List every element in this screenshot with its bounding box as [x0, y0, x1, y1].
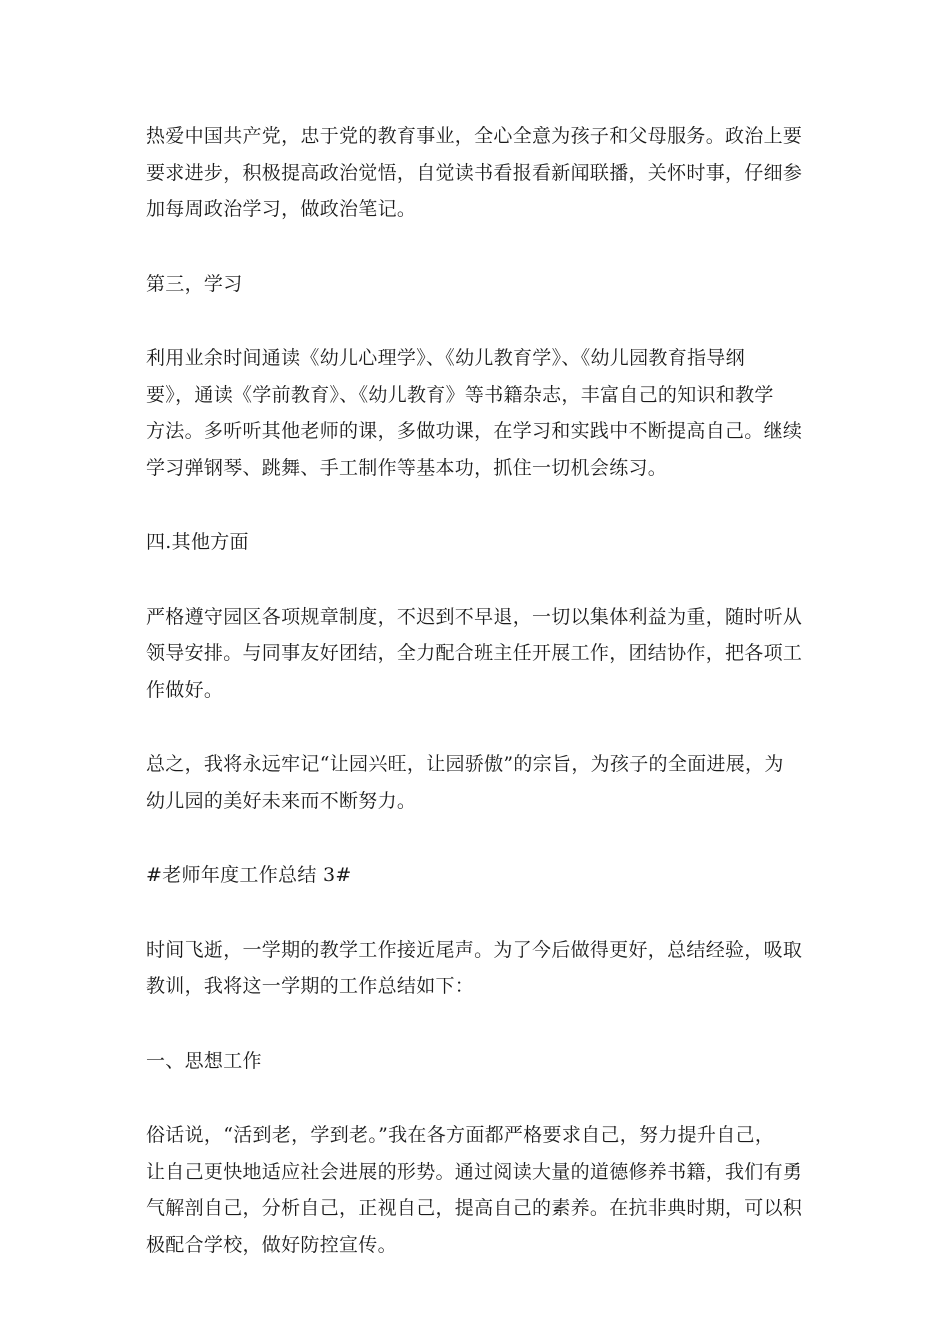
section-heading-other	[146, 524, 806, 561]
heading-text: 四.其他方面	[146, 531, 249, 553]
text-line: 严格遵守园区各项规章制度，不迟到不早退，一切以集体利益为重，随时听从	[146, 605, 803, 628]
text-line: 教训，我将这一学期的工作总结如下：	[146, 975, 475, 997]
heading-text: #老师年度工作总结 3#	[146, 864, 352, 886]
text-line: 要》，通读《学前教育》、《幼儿教育》等书籍杂志，丰富自己的知识和教学	[146, 383, 774, 406]
paragraph-political	[146, 118, 806, 228]
section-heading-summary-3	[146, 857, 806, 894]
text-line: 学习弹钢琴、跳舞、手工制作等基本功，抓住一切机会练习。	[146, 456, 668, 479]
paragraph-rules	[146, 599, 806, 709]
text-line: 热爱中国共产党，忠于党的教育事业，全心全意为孩子和父母服务。政治上要	[146, 125, 803, 147]
text-line: 极配合学校，做好防控宣传。	[146, 1233, 397, 1256]
text-line: 俗话说，“活到老，学到老。”我在各方面都严格要求自己，努力提升自己，	[146, 1124, 775, 1146]
paragraph-study	[146, 340, 806, 486]
section-heading-thought	[146, 1043, 806, 1080]
text-line: 让自己更快地适应社会进展的形势。通过阅读大量的道德修养书籍，我们有勇	[146, 1160, 803, 1183]
text-line: 要求进步，积极提高政治觉悟，自觉读书看报看新闻联播，关怀时事，仔细参	[146, 161, 803, 184]
text-line: 利用业余时间通读《幼儿心理学》、《幼儿教育学》、《幼儿园教育指导纲	[146, 347, 745, 369]
text-line: 加每周政治学习，做政治笔记。	[146, 198, 417, 220]
paragraph-thought	[146, 1117, 806, 1263]
paragraph-conclusion	[146, 746, 806, 819]
text-line: 领导安排。与同事友好团结，全力配合班主任开展工作，团结协作，把各项工	[146, 642, 803, 664]
text-line: 总之，我将永远牢记“让园兴旺，让园骄傲”的宗旨，为孩子的全面进展，为	[146, 753, 784, 775]
section-heading-study	[146, 266, 806, 303]
text-line: 方法。多听听其他老师的课，多做功课，在学习和实践中不断提高自己。继续	[146, 420, 803, 442]
heading-text: 一、思想工作	[146, 1049, 262, 1072]
document-body	[146, 118, 806, 1301]
text-line: 幼儿园的美好未来而不断努力。	[146, 789, 417, 812]
text-line: 气解剖自己，分析自己，正视自己，提高自己的素养。在抗非典时期，可以积	[146, 1197, 803, 1219]
text-line: 时间飞逝，一学期的教学工作接近尾声。为了今后做得更好，总结经验，吸取	[146, 938, 803, 961]
heading-text: 第三，学习	[146, 272, 243, 295]
text-line: 作做好。	[146, 678, 224, 701]
paragraph-intro	[146, 932, 806, 1005]
